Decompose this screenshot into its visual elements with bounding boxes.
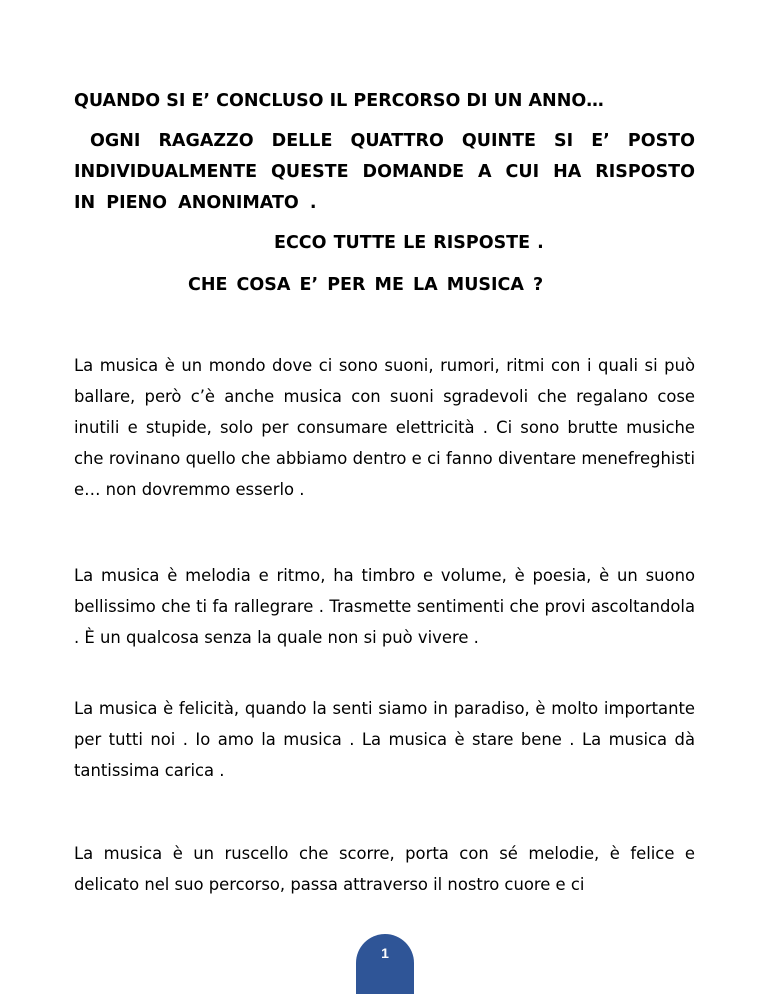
answer-paragraph-1: La musica è un mondo dove ci sono suoni, rumori, ritmi con i quali si può ballare, però c’è anche musica con suoni sgradevoli che regalano cose inutili e stupide, solo per consumare elettricità . Ci sono brutte musiche che rovinano quello che abbiamo dentro e ci fanno diventare menefreghisti e… non dovremmo esserlo . [74, 356, 695, 499]
answer-paragraph-2: La musica è melodia e ritmo, ha timbro e volume, è poesia, è un suono bellissimo che ti fa rallegrare . Trasmette sentimenti che provi ascoltandola . È un qualcosa senza la quale non si può vivere . [74, 566, 695, 647]
answer-paragraph-4: La musica è un ruscello che scorre, porta con sé melodie, è felice e delicato nel suo percorso, passa attraverso il nostro cuore e ci [74, 844, 695, 894]
heading-line: QUANDO SI E’ CONCLUSO IL PERCORSO DI UN ANNO… [74, 91, 604, 111]
page-number: 1 [381, 945, 389, 961]
question-line: CHE COSA E’ PER ME LA MUSICA ? [188, 275, 544, 295]
page-number-badge [356, 934, 414, 994]
answer-paragraph-3: La musica è felicità, quando la senti siamo in paradiso, è molto importante per tutti noi . Io amo la musica . La musica è stare bene . La musica dà tantissima carica . [74, 699, 695, 780]
ecco-line: ECCO TUTTE LE RISPOSTE . [274, 233, 544, 253]
intro-text: OGNI RAGAZZO DELLE QUATTRO QUINTE SI E’ POSTO INDIVIDUALMENTE QUESTE DOMANDE A CUI HA RISPOSTO IN PIENO ANONIMATO . [74, 131, 695, 213]
